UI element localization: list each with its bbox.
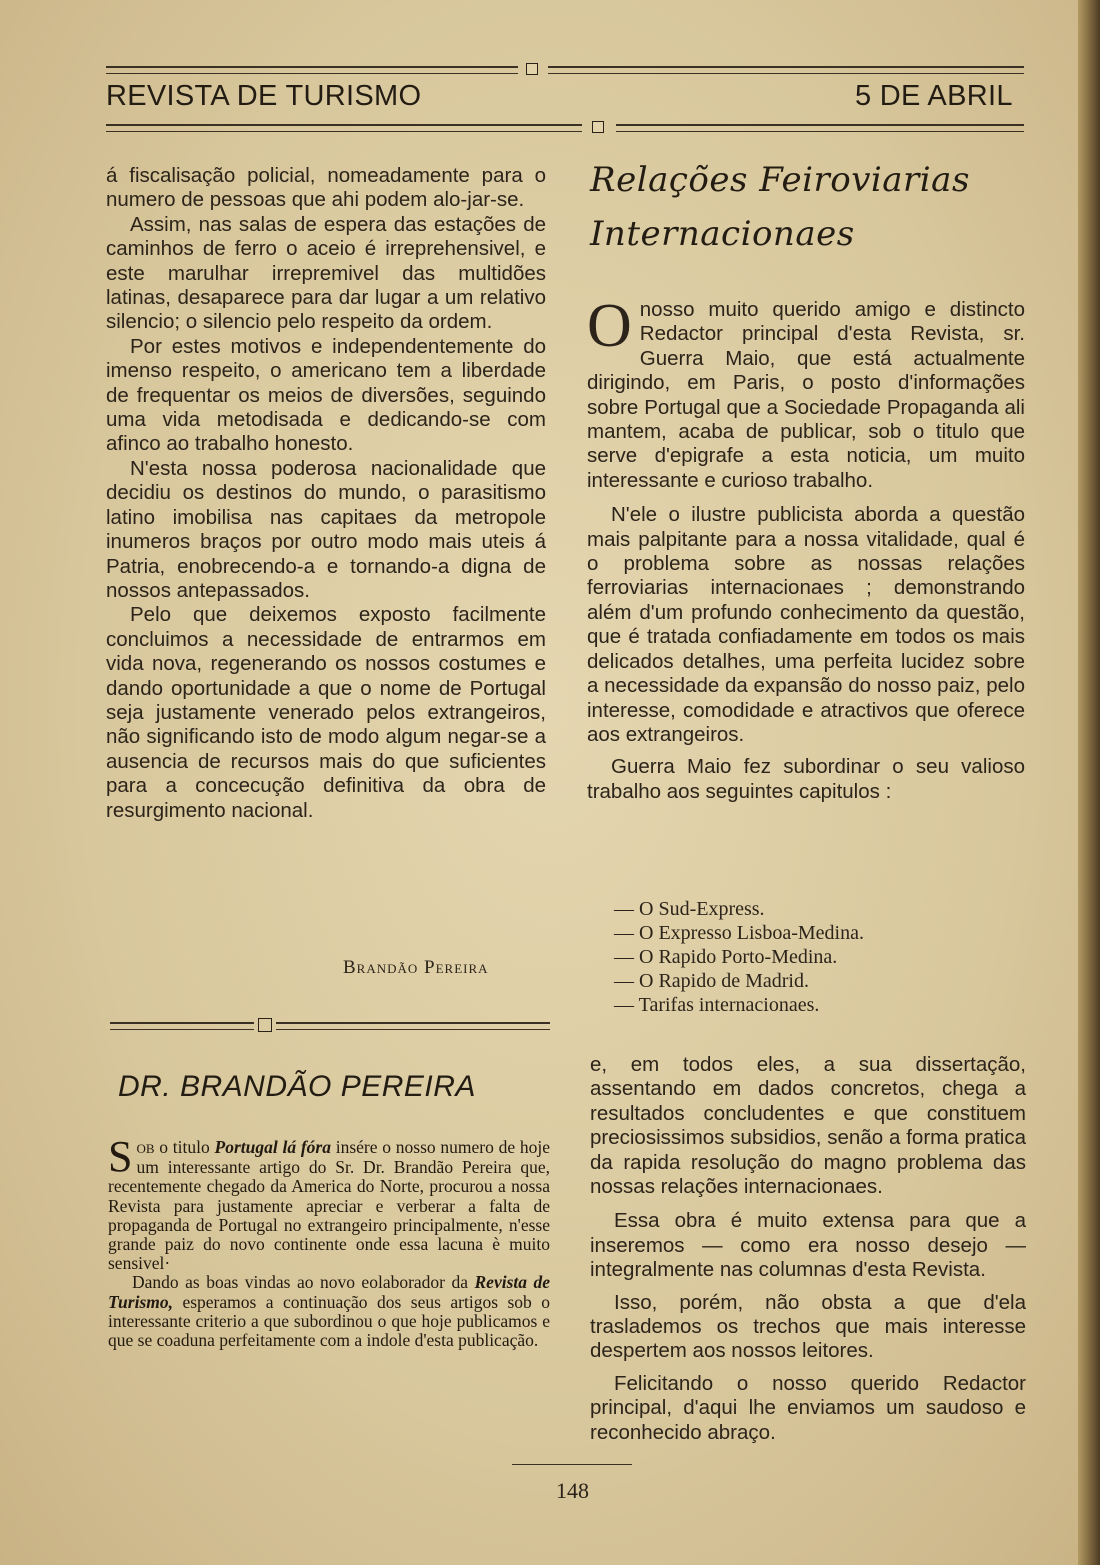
paragraph: N'esta nossa poderosa nacionalidade que decidiu os destinos do mundo, o parasitismo latino imobilisa nas capitaes da metropole inumeros braços por outro modo mais uteis á Patria, enobrecendo-a e tornando-a digna de nossos antepassados. bbox=[106, 456, 546, 602]
drop-cap: O bbox=[587, 292, 632, 360]
paragraph: e, em todos eles, a sua dissertação, assentando em dados concretos, chega a resultados concludentes e que constituem preciosissimos subsidios, senão a forma pratica da rapida resolução do magno problema das nossas relações internacionaes. bbox=[590, 1053, 1026, 1199]
paragraph: Por estes motivos e independentemente do imenso respeito, o americano tem a liberdade de frequentar os meios de diversões, seguindo uma vida metodisada e dedicando-se com afinco ao trabalho honesto. bbox=[106, 334, 546, 456]
paragraph: Onosso muito querido amigo e distincto Redactor principal d'esta Revista, sr. Guerra Maio, que está actualmente dirigindo, em Paris, o posto d'informações sobre Portugal que a Sociedade Propaganda ali mantem, acaba de publicar, sob o titulo que serve d'epigrafe a esta noticia, um muito interessante e curioso trabalho. bbox=[587, 292, 1025, 492]
article-title-reference: Portugal lá fóra bbox=[214, 1137, 331, 1157]
paragraph: Felicitando o nosso querido Redactor principal, d'aqui lhe enviamos um saudoso e reconhecido abraço. bbox=[590, 1371, 1026, 1444]
magazine-name: Revista de Turismo, bbox=[108, 1272, 550, 1312]
list-item: — O Rapido Porto-Medina. bbox=[614, 946, 838, 968]
paragraph: Assim, nas salas de espera das estações de caminhos de ferro o aceio é irreprehensivel, e este marulhar irrepremivel das multidões latinas, desaparece para dar lugar a um relativo silencio; o silencio pelo respeito da ordem. bbox=[106, 212, 546, 334]
header-rule-bottom-left bbox=[106, 124, 582, 132]
page-number: 148 bbox=[556, 1478, 589, 1503]
header-rule-top-left bbox=[106, 66, 518, 74]
paragraph: Guerra Maio fez subordinar o seu valioso trabalho aos seguintes capitulos : bbox=[587, 755, 1025, 803]
article-title-line2: Internacionaes bbox=[590, 214, 855, 254]
page-edge-shadow bbox=[1078, 0, 1100, 1565]
article-title-line1: Relações Feiroviarias bbox=[590, 160, 970, 200]
welcome-paragraph: Dando as boas vindas ao novo eolaborador da Revista de Turismo, esperamos a continuação dos seus artigos sob o interessante criterio a que subordinou o que hoje publicamos e que se coaduna perfeitamente com a indole d'esta publicação. bbox=[108, 1272, 550, 1351]
header-ornament-top bbox=[526, 63, 538, 75]
chapter-list bbox=[614, 897, 864, 1017]
list-item: — Tarifas internacionaes. bbox=[614, 994, 820, 1016]
running-title: REVISTA DE TURISMO bbox=[106, 80, 422, 112]
paragraph: Essa obra é muito extensa para que a inseremos — como era nosso desejo — integralmente nas columnas d'esta Revista. bbox=[590, 1209, 1026, 1282]
header-rule-bottom-right bbox=[616, 124, 1024, 132]
right-article-bottom bbox=[590, 1053, 1026, 1445]
header-rule-top-right bbox=[548, 66, 1024, 74]
list-item: — O Rapido de Madrid. bbox=[614, 970, 809, 992]
list-item: — O Sud-Express. bbox=[614, 898, 765, 920]
left-article bbox=[106, 164, 546, 823]
dr-section-body bbox=[108, 1132, 550, 1351]
list-item: — O Expresso Lisboa-Medina. bbox=[614, 922, 864, 944]
paragraph: Isso, porém, não obsta a que d'ela traslademos os trechos que mais interesse despertem aos nossos leitores. bbox=[590, 1290, 1026, 1363]
intro-paragraph: SOB o titulo Portugal lá fóra insére o nosso numero de hoje um interessante artigo do Sr. Dr. Brandão Pereira que, recentemente chegado da America do Norte, procurou a nossa Revista para justamente apreciar e verberar a falta de propaganda de Portugal no extrangeiro principalmente, n'esse grande paiz do novo continente onde essa lacuna è muito sensivel· bbox=[108, 1132, 550, 1274]
issue-date: 5 DE ABRIL bbox=[855, 80, 1013, 112]
section-heading: DR. BRANDÃO PEREIRA bbox=[118, 1070, 476, 1103]
article-signature: Brandão Pereira bbox=[343, 957, 489, 978]
section-divider bbox=[110, 1022, 550, 1032]
paragraph: N'ele o ilustre publicista aborda a questão mais palpitante para a nossa vitalidade, qual é o problema sobre as nossas relações ferroviarias internacionaes ; demonstrando além d'um profundo conhecimento da questão, que é tratada confiadamente em todos os mais delicados detalhes, uma perfeita lucidez sobre a necessidade da expansão do nosso paiz, pelo interesse, comodidade e atractivos que oferece aos extrangeiros. bbox=[587, 503, 1025, 746]
right-article-top bbox=[587, 292, 1025, 804]
paragraph: á fiscalisação policial, nomeadamente para o numero de pessoas que ahi podem alo-jar-se. bbox=[106, 164, 546, 212]
paragraph: Pelo que deixemos exposto facilmente concluimos a necessidade de entrarmos em vida nova, regenerando os nossos costumes e dando oportunidade a que o nome de Portugal seja justamente venerado pelos extrangeiros, não significando isto de modo algum negar-se a ausencia de recursos mais do que suficientes para a concecução definitiva da obra de resurgimento nacional. bbox=[106, 603, 546, 822]
divider-ornament bbox=[258, 1018, 272, 1032]
drop-cap: S bbox=[108, 1132, 133, 1181]
header-ornament-bottom bbox=[592, 121, 604, 133]
page-number-rule bbox=[512, 1464, 632, 1465]
